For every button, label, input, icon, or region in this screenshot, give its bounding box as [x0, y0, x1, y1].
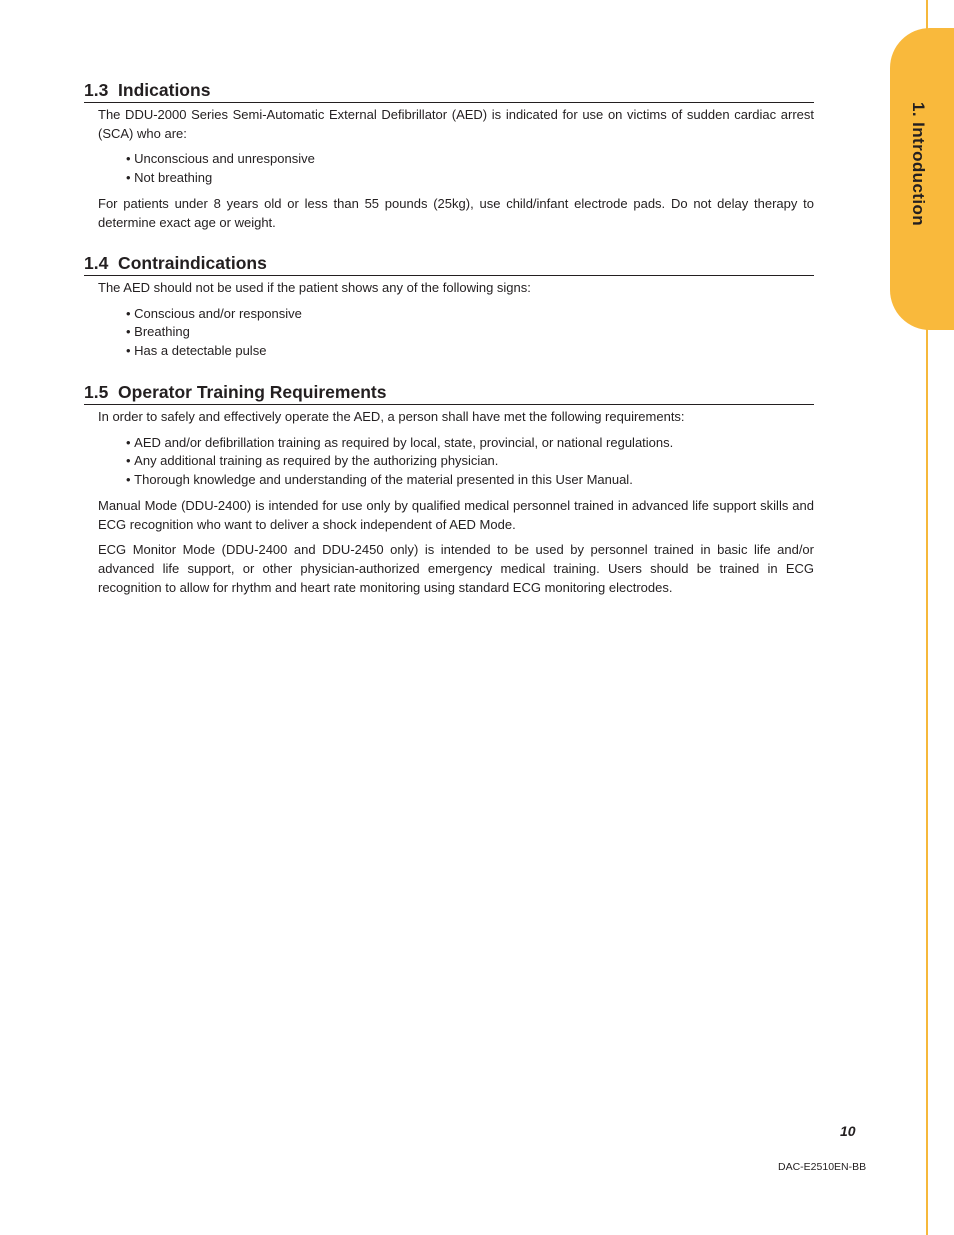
- section-paragraph: For patients under 8 years old or less than 55 pounds (25kg), use child/infant electrode pads. Do not delay therapy to determine exact age or weight.: [98, 195, 814, 230]
- section-heading: 1.3 Indications: [84, 79, 814, 103]
- section-paragraph: Manual Mode (DDU-2400) is intended for use only by qualified medical personnel trained in advanced life support skills and ECG recognition who want to deliver a shock independent of AED Mode.: [98, 497, 814, 532]
- section-body: [84, 408, 814, 597]
- document-code: DAC-E2510EN-BB: [778, 1161, 867, 1173]
- section-intro: The AED should not be used if the patient shows any of the following signs:: [98, 280, 531, 295]
- section-paragraph: ECG Monitor Mode (DDU-2400 and DDU-2450 only) is intended to be used by personnel trained in basic life and/or advanced life support, or other physician-authorized emergency medical training. Users should be trained in ECG recognition to allow for rhythm and heart rate monitoring using standard ECG monitoring electrodes.: [98, 542, 814, 595]
- section-heading: 1.5 Operator Training Requirements: [84, 381, 814, 405]
- list-item: • Thorough knowledge and understanding of the material presented in this User Manual.: [126, 471, 814, 490]
- list-item: • Not breathing: [126, 169, 814, 188]
- section-heading: 1.4 Contraindications: [84, 252, 814, 276]
- list-item: • Unconscious and unresponsive: [126, 150, 814, 169]
- bullet-list: [98, 434, 814, 490]
- list-item: • Has a detectable pulse: [126, 342, 814, 361]
- page-number: 10: [840, 1123, 856, 1139]
- list-item: • Conscious and/or responsive: [126, 305, 814, 324]
- section-contraindications: [84, 252, 814, 361]
- bullet-list: [98, 150, 814, 187]
- section-intro: In order to safely and effectively operate the AED, a person shall have met the following requirements:: [98, 409, 685, 424]
- section-indications: [84, 79, 814, 232]
- section-body: [84, 279, 814, 361]
- list-item: • AED and/or defibrillation training as required by local, state, provincial, or national regulations.: [126, 434, 814, 453]
- list-item: • Any additional training as required by the authorizing physician.: [126, 452, 814, 471]
- section-intro: The DDU-2000 Series Semi-Automatic External Defibrillator (AED) is indicated for use on victims of sudden cardiac arrest (SCA) who are:: [98, 107, 814, 141]
- chapter-tab-label: 1. Introduction: [909, 102, 928, 227]
- list-item: • Breathing: [126, 323, 814, 342]
- section-body: [84, 106, 814, 232]
- section-operator-training: [84, 381, 814, 597]
- bullet-list: [98, 305, 814, 361]
